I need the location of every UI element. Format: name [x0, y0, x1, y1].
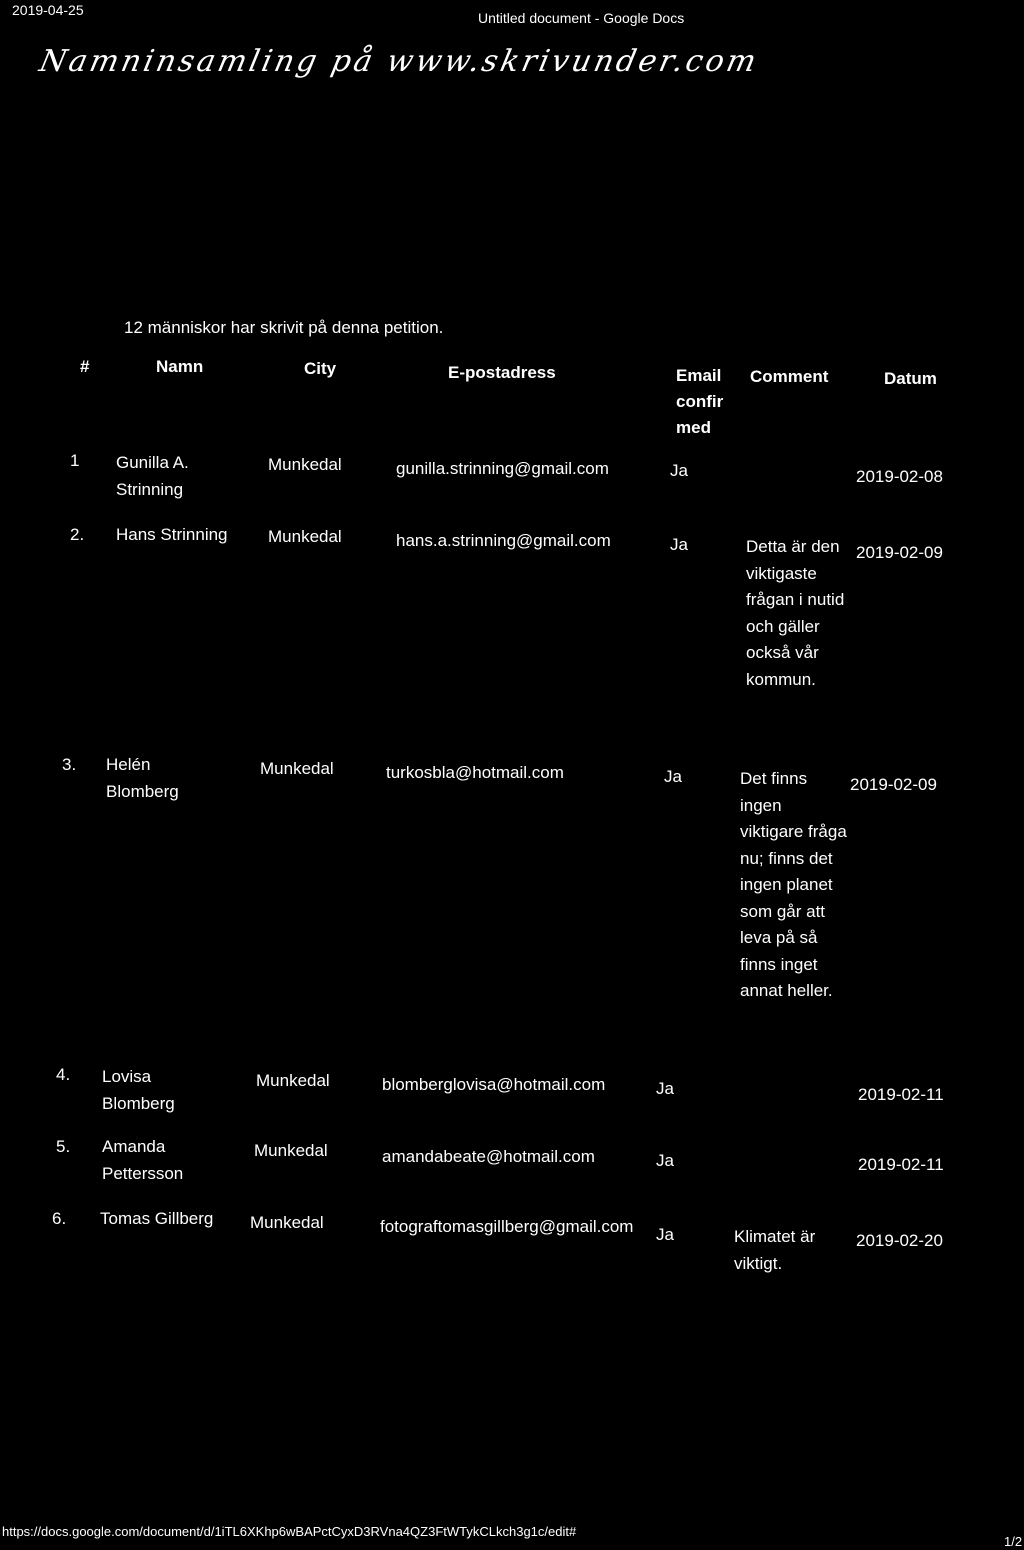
row-name: Lovisa Blomberg — [102, 1067, 175, 1113]
row-email: fotograftomasgillberg@gmail.com — [380, 1217, 634, 1236]
header-name: Namn — [156, 357, 204, 376]
row-date: 2019-02-09 — [856, 543, 943, 562]
row-num: 3. — [62, 755, 77, 774]
header-comment: Comment — [750, 367, 829, 386]
page-number: 1/2 — [1004, 1534, 1023, 1549]
header-city: City — [304, 359, 337, 378]
row-date: 2019-02-11 — [858, 1155, 944, 1174]
footer-url: https://docs.google.com/document/d/1iTL6XKhp6wBAPctCyxD3RVna4QZ3FtWTykCLkch3g1c/edit# — [2, 1524, 577, 1539]
row-email: gunilla.strinning@gmail.com — [396, 459, 609, 478]
row-confirmed: Ja — [664, 767, 682, 786]
row-comment: Det finns ingen viktigare fråga nu; finns det ingen planet som går att leva på så finns inget annat heller. — [740, 769, 847, 1000]
row-city: Munkedal — [254, 1141, 328, 1160]
row-num: 4. — [56, 1065, 71, 1084]
document-title: Untitled document - Google Docs — [478, 10, 685, 26]
header-date: Datum — [884, 369, 937, 388]
row-date: 2019-02-08 — [856, 467, 943, 486]
row-city: Munkedal — [250, 1213, 324, 1232]
row-name: Tomas Gillberg — [100, 1209, 214, 1228]
row-date: 2019-02-11 — [858, 1085, 944, 1104]
row-comment: Klimatet är viktigt. — [734, 1227, 816, 1273]
row-name: Gunilla A. Strinning — [116, 453, 189, 499]
row-confirmed: Ja — [656, 1225, 674, 1244]
row-city: Munkedal — [268, 527, 342, 546]
row-email: turkosbla@hotmail.com — [386, 763, 564, 782]
header-email-confirmed: Email confir med — [676, 366, 724, 437]
row-name: Amanda Pettersson — [102, 1137, 184, 1183]
row-num: 5. — [56, 1137, 71, 1156]
row-confirmed: Ja — [656, 1151, 674, 1170]
row-email: blomberglovisa@hotmail.com — [382, 1075, 606, 1094]
row-email: amandabeate@hotmail.com — [382, 1147, 595, 1166]
row-confirmed: Ja — [670, 461, 688, 480]
header-email: E-postadress — [448, 363, 556, 382]
print-date: 2019-04-25 — [12, 2, 84, 18]
row-city: Munkedal — [268, 455, 342, 474]
row-confirmed: Ja — [656, 1079, 674, 1098]
signature-count: 12 människor har skrivit på denna petition. — [124, 318, 444, 337]
row-email: hans.a.strinning@gmail.com — [396, 531, 611, 550]
row-num: 6. — [52, 1209, 67, 1228]
row-date: 2019-02-20 — [856, 1231, 943, 1250]
row-num: 1 — [70, 451, 80, 470]
row-comment: Detta är den viktigaste frågan i nutid och gäller också vår kommun. — [746, 537, 845, 689]
row-city: Munkedal — [260, 759, 334, 778]
row-num: 2. — [70, 525, 85, 544]
row-name: Helén Blomberg — [106, 755, 179, 801]
row-name: Hans Strinning — [116, 525, 228, 544]
row-confirmed: Ja — [670, 535, 688, 554]
row-city: Munkedal — [256, 1071, 330, 1090]
handwritten-note: Namninsamling på www.skrivunder.com — [36, 44, 763, 79]
row-date: 2019-02-09 — [850, 775, 937, 794]
header-num: # — [80, 357, 90, 376]
